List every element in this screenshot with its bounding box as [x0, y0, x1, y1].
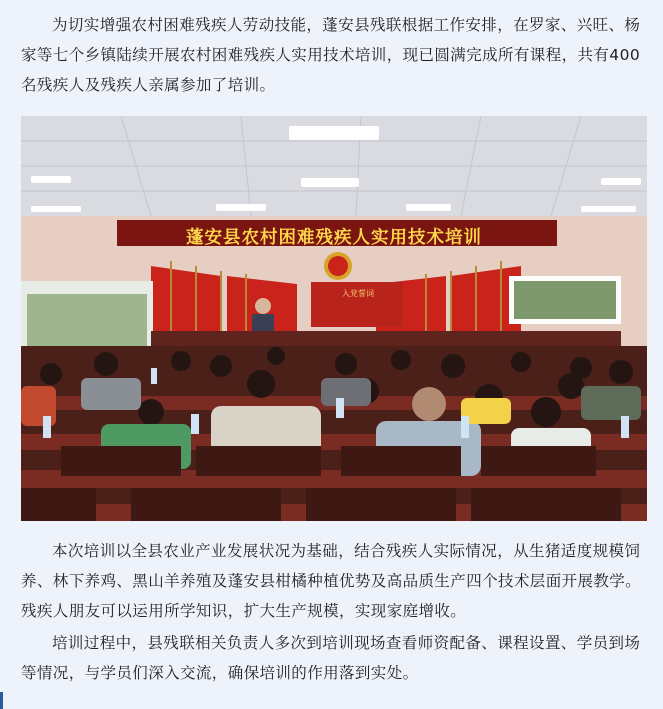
training-photo [21, 116, 647, 521]
paragraph-supervision: 培训过程中，县残联相关负责人多次到培训现场查看师资配备、课程设置、学员到场等情况，与学员们深入交流，确保培训的作用落到实处。 [21, 634, 641, 682]
left-accent-bar [0, 692, 3, 709]
training-room-illustration [21, 116, 647, 521]
paragraph-content: 本次培训以全县农业产业发展状况为基础，结合残疾人实际情况，从生猪适度规模饲养、林下养鸡、黑山羊养殖及蓬安县柑橘种植优势及高品质生产四个技术层面开展教学。残疾人朋友可以运用所学知识，扩大生产规模，实现家庭增收。 [21, 542, 642, 620]
paragraph-intro: 为切实增强农村困难残疾人劳动技能，蓬安县残联根据工作安排，在罗家、兴旺、杨家等七个乡镇陆续开展农村困难残疾人实用技术培训，现已圆满完成所有课程，共有400名残疾人及残疾人亲属参加了培训。 [21, 16, 641, 94]
photo-poster-title: 入党誓词 [342, 289, 374, 298]
photo-banner-text: 蓬安县农村困难残疾人实用技术培训 [186, 228, 482, 248]
